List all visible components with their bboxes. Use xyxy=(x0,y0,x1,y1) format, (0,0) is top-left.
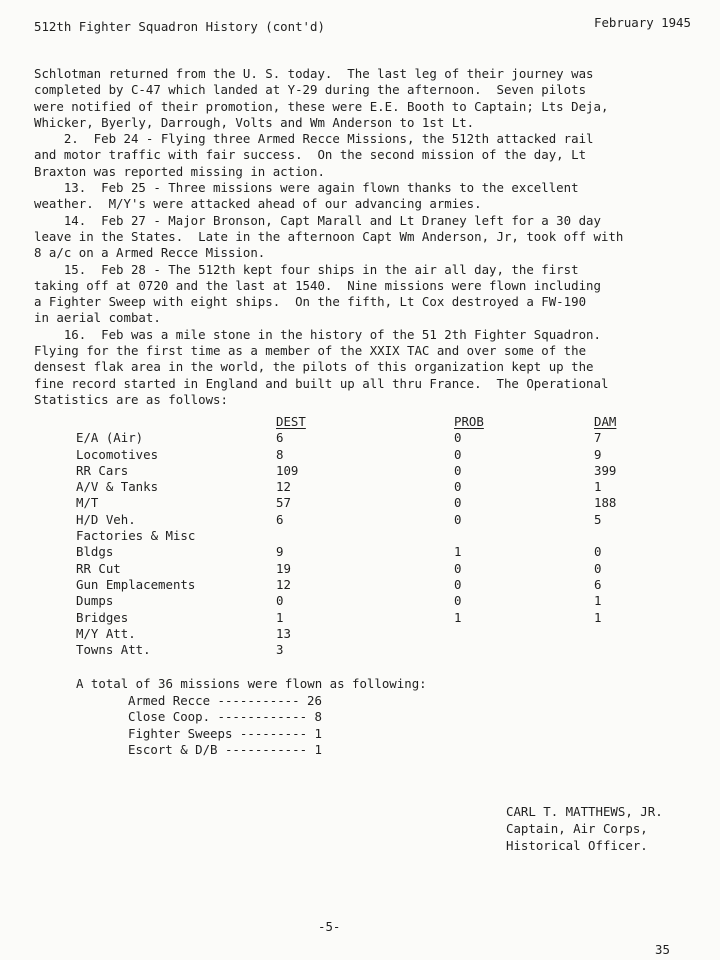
row-label: Factories & Misc xyxy=(76,528,196,544)
signature-role: Historical Officer. xyxy=(506,837,648,853)
mission-type: Armed Recce ----------- xyxy=(128,693,300,708)
dam-value: 1 xyxy=(594,593,602,609)
dam-value: 0 xyxy=(594,544,602,560)
dest-value: 6 xyxy=(276,430,284,446)
prob-value: 0 xyxy=(454,593,462,609)
paragraph: Schlotman returned from the U. S. today. The last leg of their journey was completed by C-47 which landed at Y-29 during the afternoon. Seven pilots were notified of their promotion, these were E.E. Booth to Captain; Lts Deja, Whicker, Byerly, Darrough, Volts and Wm Anderson to 1st Lt. xyxy=(34,66,609,130)
paragraph: 13. Feb 25 - Three missions were again flown thanks to the excellent weather. M/Y's were attacked ahead of our advancing armies. xyxy=(34,180,579,212)
dest-value: 109 xyxy=(276,462,299,478)
mission-count: 1 xyxy=(314,725,322,741)
mission-type: Close Coop. ------------ xyxy=(128,709,308,725)
row-label: A/V & Tanks xyxy=(76,479,159,495)
prob-value: 0 xyxy=(454,576,462,592)
mission-count: 1 xyxy=(314,741,322,757)
corner-number: 35 xyxy=(655,942,670,957)
row-label: E/A (Air) xyxy=(76,430,144,446)
paragraph: 14. Feb 27 - Major Bronson, Capt Marall and Lt Draney left for a 30 day leave in the States. Late in the afternoon Capt Wm Anderson, Jr, took off with 8 a/c on a Armed Recce Mission. xyxy=(34,212,624,261)
dest-value: 3 xyxy=(276,642,284,658)
signature-rank: Captain, Air Corps, xyxy=(506,820,648,836)
dam-value: 1 xyxy=(594,609,602,625)
row-label: RR Cut xyxy=(76,560,121,576)
row-label: H/D Veh. xyxy=(76,511,136,527)
paragraph: 2. Feb 24 - Flying three Armed Recce Missions, the 512th attacked rail and motor traffic with fair success. On the second mission of the day, Lt Braxton was reported missing in action. xyxy=(34,131,594,179)
dam-value: 5 xyxy=(594,511,602,527)
prob-value: 0 xyxy=(454,511,462,527)
dest-value: 12 xyxy=(276,576,291,592)
dest-value: 13 xyxy=(276,625,291,641)
dest-value: 57 xyxy=(276,495,291,511)
dam-value: 1 xyxy=(594,479,602,495)
dest-value: 6 xyxy=(276,511,284,527)
dest-value: 12 xyxy=(276,479,291,495)
prob-value: 0 xyxy=(454,462,462,478)
dest-value: 9 xyxy=(276,544,284,560)
prob-value: 0 xyxy=(454,446,462,462)
paragraph: 15. Feb 28 - The 512th kept four ships in the air all day, the first taking off at 0720 and the last at 1540. Nine missions were flown including a Fighter Sweep with eight ships. On the fifth, Lt Cox destroyed a FW-190 in aerial combat. xyxy=(34,261,601,326)
list-item xyxy=(128,742,322,758)
row-label: Bridges xyxy=(76,609,129,625)
prob-value: 1 xyxy=(454,544,462,560)
column-header-prob: PROB xyxy=(454,414,484,429)
signature-name: CARL T. MATTHEWS, JR. xyxy=(506,804,663,819)
row-label: Bldgs xyxy=(76,544,114,560)
prob-value: 0 xyxy=(454,495,462,511)
missions-intro: A total of 36 missions were flown as following: xyxy=(76,676,427,691)
dam-value: 399 xyxy=(594,462,617,478)
mission-count: 8 xyxy=(314,709,322,725)
prob-value: 0 xyxy=(454,479,462,495)
dam-value: 188 xyxy=(594,495,617,511)
column-header-dest: DEST xyxy=(276,414,306,429)
body-text xyxy=(34,66,690,408)
mission-count: 26 xyxy=(307,693,322,708)
signature-block xyxy=(506,804,663,854)
prob-value: 0 xyxy=(454,560,462,576)
row-label: RR Cars xyxy=(76,462,129,478)
row-label: Gun Emplacements xyxy=(76,576,196,592)
dam-value: 6 xyxy=(594,576,602,592)
list-item xyxy=(128,726,322,742)
row-label: Towns Att. xyxy=(76,642,151,658)
mission-type: Escort & D/B ----------- xyxy=(128,741,308,757)
dest-value: 19 xyxy=(276,560,291,576)
header-title: 512th Fighter Squadron History (cont'd) xyxy=(34,19,325,34)
row-label: Dumps xyxy=(76,593,114,609)
row-label: M/Y Att. xyxy=(76,625,136,641)
list-item xyxy=(128,709,322,725)
paragraph: 16. Feb was a mile stone in the history of the 51 2th Fighter Squadron. Flying for the first time as a member of the XXIX TAC and over some of the densest flak area in the world, the pilots of this organization kept up the fine record started in England and built up all thru France. The Operational Statistics are as follows: xyxy=(34,326,609,407)
prob-value: 1 xyxy=(454,609,462,625)
dam-value: 9 xyxy=(594,446,602,462)
mission-list xyxy=(128,693,322,758)
row-label: Locomotives xyxy=(76,446,159,462)
dest-value: 0 xyxy=(276,593,284,609)
dam-value: 7 xyxy=(594,430,602,446)
row-label: M/T xyxy=(76,495,99,511)
dam-value: 0 xyxy=(594,560,602,576)
dest-value: 8 xyxy=(276,446,284,462)
list-item xyxy=(128,693,322,709)
mission-type: Fighter Sweeps --------- xyxy=(128,725,308,741)
header-date: February 1945 xyxy=(594,15,691,30)
page-number: -5- xyxy=(318,919,341,934)
prob-value: 0 xyxy=(454,430,462,446)
column-header-dam: DAM xyxy=(594,414,617,429)
dest-value: 1 xyxy=(276,609,284,625)
